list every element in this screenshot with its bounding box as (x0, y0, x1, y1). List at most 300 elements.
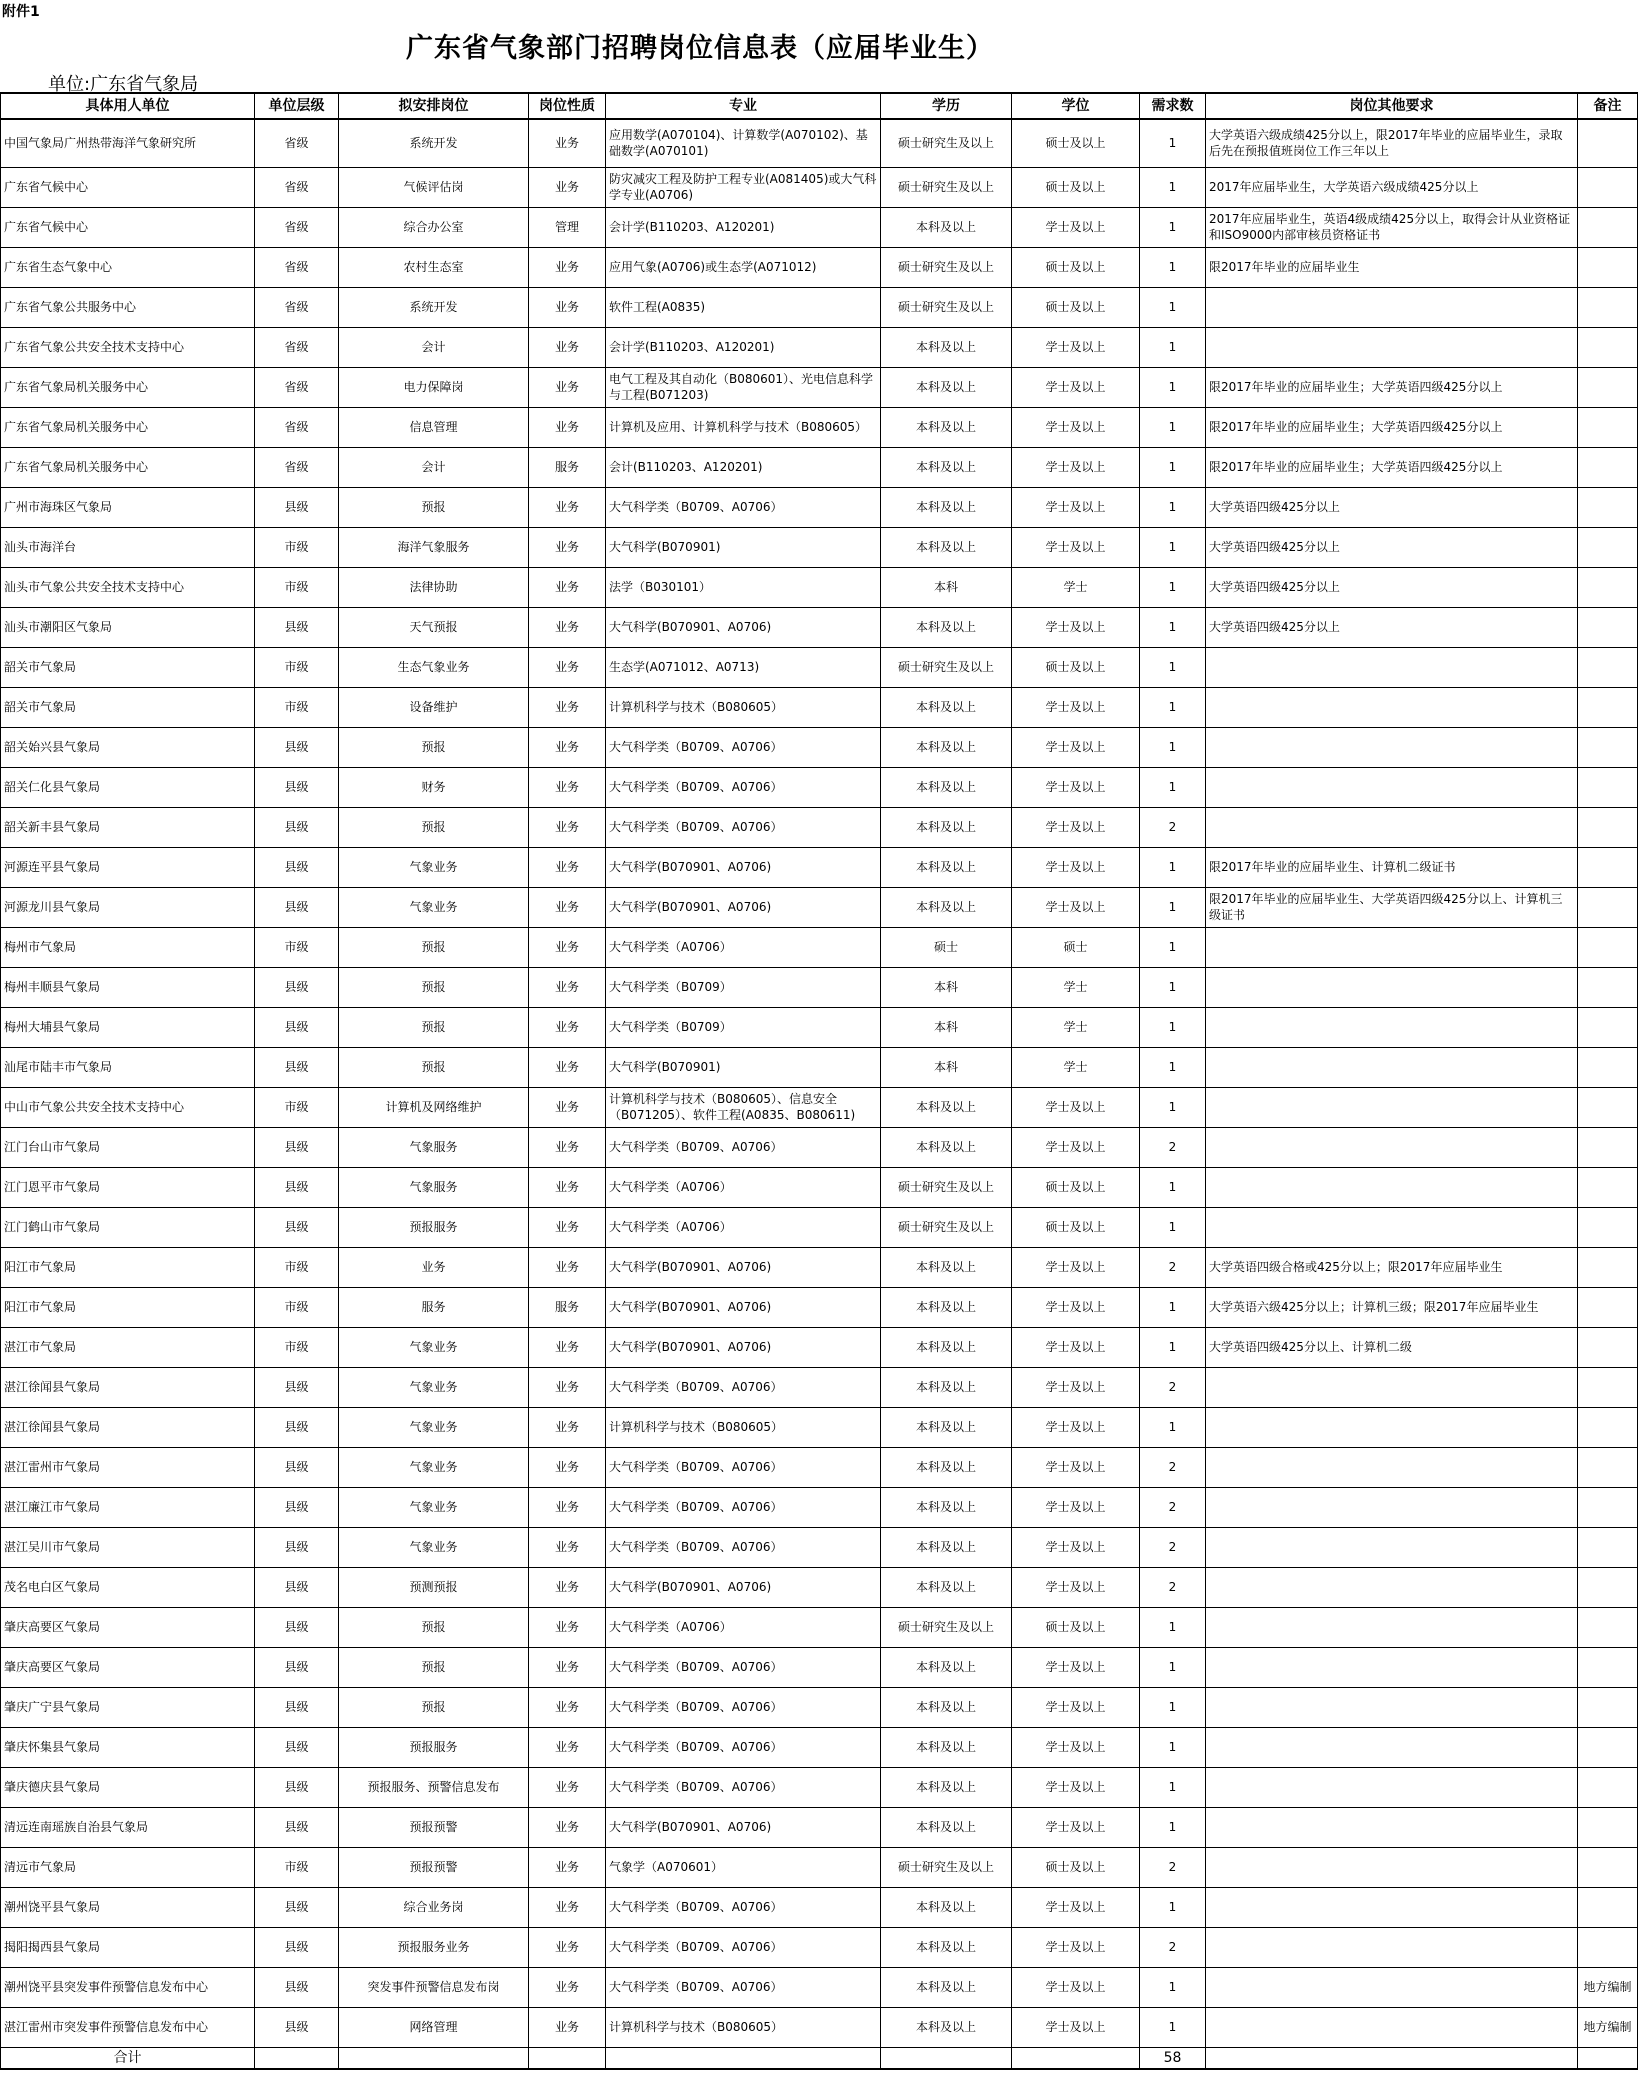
education-cell: 本科及以上 (881, 407, 1012, 447)
degree-cell: 学士及以上 (1012, 847, 1140, 887)
major-cell: 大气科学类（A0706） (606, 1207, 881, 1247)
position-cell: 服务 (339, 1287, 529, 1327)
nature-cell: 业务 (529, 407, 606, 447)
major-cell: 大气科学(B070901、A0706) (606, 1807, 881, 1847)
employer-cell: 韶关新丰县气象局 (1, 807, 255, 847)
major-cell: 大气科学(B070901、A0706) (606, 1247, 881, 1287)
remark-cell (1578, 1327, 1638, 1367)
table-row (1, 119, 1638, 167)
position-cell: 设备维护 (339, 687, 529, 727)
level-cell: 县级 (255, 1127, 339, 1167)
level-cell: 县级 (255, 1487, 339, 1527)
major-cell: 大气科学(B070901、A0706) (606, 1567, 881, 1607)
nature-cell: 业务 (529, 967, 606, 1007)
major-cell: 大气科学类（B0709、A0706） (606, 1927, 881, 1967)
degree-cell: 学士及以上 (1012, 407, 1140, 447)
position-cell: 气象业务 (339, 1367, 529, 1407)
degree-cell: 学士及以上 (1012, 1927, 1140, 1967)
major-cell: 大气科学类（B0709、A0706） (606, 1647, 881, 1687)
nature-cell: 业务 (529, 1527, 606, 1567)
level-cell: 市级 (255, 1847, 339, 1887)
major-cell: 大气科学类（B0709、A0706） (606, 1447, 881, 1487)
requirements-cell (1206, 1087, 1578, 1127)
major-cell: 大气科学类（B0709、A0706） (606, 487, 881, 527)
col-header: 学位 (1012, 93, 1140, 119)
degree-cell: 学士 (1012, 967, 1140, 1007)
level-cell: 县级 (255, 1367, 339, 1407)
major-cell: 大气科学类（B0709、A0706） (606, 767, 881, 807)
major-cell: 大气科学类（B0709、A0706） (606, 1687, 881, 1727)
education-cell: 本科及以上 (881, 1327, 1012, 1367)
quota-cell: 1 (1140, 119, 1206, 167)
remark-cell (1578, 807, 1638, 847)
quota-cell: 2 (1140, 1927, 1206, 1967)
recruitment-table (0, 92, 1638, 2070)
degree-cell: 学士 (1012, 567, 1140, 607)
table-row (1, 1247, 1638, 1287)
table-row (1, 1087, 1638, 1127)
requirements-cell: 限2017年毕业的应届毕业生；大学英语四级425分以上 (1206, 407, 1578, 447)
position-cell: 农村生态室 (339, 247, 529, 287)
remark-cell (1578, 207, 1638, 247)
requirements-cell (1206, 1527, 1578, 1567)
table-row (1, 407, 1638, 447)
requirements-cell (1206, 1847, 1578, 1887)
table-row (1, 167, 1638, 207)
nature-cell: 业务 (529, 1167, 606, 1207)
employer-cell: 潮州饶平县气象局 (1, 1887, 255, 1927)
quota-cell: 1 (1140, 607, 1206, 647)
requirements-cell: 限2017年毕业的应届毕业生；大学英语四级425分以上 (1206, 447, 1578, 487)
education-cell: 本科及以上 (881, 527, 1012, 567)
level-cell: 县级 (255, 1607, 339, 1647)
employer-cell: 韶关始兴县气象局 (1, 727, 255, 767)
major-cell: 大气科学类（B0709、A0706） (606, 1487, 881, 1527)
table-row (1, 1127, 1638, 1167)
requirements-cell (1206, 1567, 1578, 1607)
table-row (1, 1167, 1638, 1207)
table-row (1, 1367, 1638, 1407)
degree-cell: 学士及以上 (1012, 1447, 1140, 1487)
quota-cell: 1 (1140, 1807, 1206, 1847)
col-header: 需求数 (1140, 93, 1206, 119)
remark-cell (1578, 567, 1638, 607)
level-cell: 市级 (255, 567, 339, 607)
requirements-cell (1206, 1447, 1578, 1487)
requirements-cell (1206, 967, 1578, 1007)
major-cell: 应用气象(A0706)或生态学(A071012) (606, 247, 881, 287)
employer-cell: 梅州大埔县气象局 (1, 1007, 255, 1047)
remark-cell (1578, 767, 1638, 807)
nature-cell: 业务 (529, 727, 606, 767)
quota-cell: 1 (1140, 847, 1206, 887)
quota-cell: 1 (1140, 727, 1206, 767)
employer-cell: 清远连南瑶族自治县气象局 (1, 1807, 255, 1847)
quota-cell: 1 (1140, 1967, 1206, 2007)
major-cell: 会计学(B110203、A120201) (606, 327, 881, 367)
degree-cell: 硕士及以上 (1012, 1167, 1140, 1207)
nature-cell: 业务 (529, 247, 606, 287)
quota-cell: 1 (1140, 687, 1206, 727)
education-cell: 硕士 (881, 927, 1012, 967)
education-cell: 本科及以上 (881, 367, 1012, 407)
level-cell: 县级 (255, 767, 339, 807)
remark-cell (1578, 1007, 1638, 1047)
education-cell: 本科及以上 (881, 687, 1012, 727)
level-cell: 县级 (255, 847, 339, 887)
degree-cell: 学士及以上 (1012, 1767, 1140, 1807)
employer-cell: 广东省气候中心 (1, 207, 255, 247)
empty-cell (255, 2047, 339, 2069)
quota-cell: 2 (1140, 1527, 1206, 1567)
employer-cell: 阳江市气象局 (1, 1247, 255, 1287)
employer-cell: 湛江徐闻县气象局 (1, 1407, 255, 1447)
education-cell: 本科及以上 (881, 1127, 1012, 1167)
nature-cell: 业务 (529, 1807, 606, 1847)
nature-cell: 业务 (529, 887, 606, 927)
quota-cell: 2 (1140, 1367, 1206, 1407)
quota-cell: 1 (1140, 2007, 1206, 2047)
nature-cell: 业务 (529, 927, 606, 967)
position-cell: 电力保障岗 (339, 367, 529, 407)
quota-cell: 1 (1140, 1007, 1206, 1047)
nature-cell: 业务 (529, 767, 606, 807)
remark-cell (1578, 447, 1638, 487)
remark-cell (1578, 407, 1638, 447)
requirements-cell (1206, 1607, 1578, 1647)
major-cell: 大气科学类（B0709） (606, 1007, 881, 1047)
remark-cell (1578, 1727, 1638, 1767)
table-row (1, 1567, 1638, 1607)
table-row (1, 887, 1638, 927)
employer-cell: 韶关仁化县气象局 (1, 767, 255, 807)
education-cell: 本科及以上 (881, 767, 1012, 807)
nature-cell: 业务 (529, 1887, 606, 1927)
remark-cell (1578, 287, 1638, 327)
employer-cell: 广东省气象局机关服务中心 (1, 367, 255, 407)
table-row (1, 1527, 1638, 1567)
empty-cell (339, 2047, 529, 2069)
position-cell: 气象业务 (339, 887, 529, 927)
requirements-cell (1206, 2007, 1578, 2047)
major-cell: 大气科学(B070901) (606, 527, 881, 567)
education-cell: 硕士研究生及以上 (881, 247, 1012, 287)
employer-cell: 梅州市气象局 (1, 927, 255, 967)
position-cell: 气象业务 (339, 1487, 529, 1527)
education-cell: 本科及以上 (881, 327, 1012, 367)
level-cell: 省级 (255, 327, 339, 367)
major-cell: 大气科学类（B0709、A0706） (606, 1967, 881, 2007)
degree-cell: 学士及以上 (1012, 1367, 1140, 1407)
employer-cell: 肇庆广宁县气象局 (1, 1687, 255, 1727)
table-row (1, 1487, 1638, 1527)
nature-cell: 业务 (529, 1487, 606, 1527)
requirements-cell (1206, 1047, 1578, 1087)
quota-cell: 1 (1140, 447, 1206, 487)
degree-cell: 硕士及以上 (1012, 647, 1140, 687)
position-cell: 会计 (339, 327, 529, 367)
requirements-cell (1206, 1007, 1578, 1047)
quota-cell: 2 (1140, 1487, 1206, 1527)
col-header: 学历 (881, 93, 1012, 119)
requirements-cell: 大学英语四级425分以上、计算机二级 (1206, 1327, 1578, 1367)
position-cell: 气象业务 (339, 847, 529, 887)
table-row (1, 527, 1638, 567)
position-cell: 预报 (339, 927, 529, 967)
empty-cell (1012, 2047, 1140, 2069)
degree-cell: 学士及以上 (1012, 1727, 1140, 1767)
level-cell: 县级 (255, 2007, 339, 2047)
position-cell: 综合业务岗 (339, 1887, 529, 1927)
position-cell: 气象业务 (339, 1447, 529, 1487)
nature-cell: 业务 (529, 1727, 606, 1767)
quota-cell: 1 (1140, 1087, 1206, 1127)
requirements-cell (1206, 1967, 1578, 2007)
degree-cell: 学士及以上 (1012, 767, 1140, 807)
level-cell: 市级 (255, 687, 339, 727)
level-cell: 县级 (255, 1647, 339, 1687)
remark-cell (1578, 167, 1638, 207)
remark-cell (1578, 1207, 1638, 1247)
level-cell: 市级 (255, 1327, 339, 1367)
position-cell: 预报服务、预警信息发布 (339, 1767, 529, 1807)
quota-cell: 1 (1140, 287, 1206, 327)
table-row (1, 447, 1638, 487)
quota-cell: 1 (1140, 567, 1206, 607)
employer-cell: 揭阳揭西县气象局 (1, 1927, 255, 1967)
requirements-cell (1206, 1407, 1578, 1447)
total-label: 合计 (1, 2047, 255, 2069)
remark-cell (1578, 1487, 1638, 1527)
employer-cell: 肇庆德庆县气象局 (1, 1767, 255, 1807)
major-cell: 大气科学类（B0709、A0706） (606, 1727, 881, 1767)
level-cell: 县级 (255, 1447, 339, 1487)
degree-cell: 学士及以上 (1012, 887, 1140, 927)
nature-cell: 业务 (529, 1647, 606, 1687)
position-cell: 综合办公室 (339, 207, 529, 247)
table-row (1, 567, 1638, 607)
level-cell: 县级 (255, 487, 339, 527)
level-cell: 县级 (255, 1527, 339, 1567)
major-cell: 防灾减灾工程及防护工程专业(A081405)或大气科学专业(A0706) (606, 167, 881, 207)
degree-cell: 学士及以上 (1012, 607, 1140, 647)
major-cell: 大气科学(B070901、A0706) (606, 887, 881, 927)
employer-cell: 湛江雷州市突发事件预警信息发布中心 (1, 2007, 255, 2047)
remark-cell (1578, 1087, 1638, 1127)
remark-cell (1578, 1447, 1638, 1487)
major-cell: 大气科学类（B0709、A0706） (606, 1127, 881, 1167)
major-cell: 大气科学类（A0706） (606, 1167, 881, 1207)
total-value: 58 (1140, 2047, 1206, 2069)
position-cell: 法律协助 (339, 567, 529, 607)
education-cell: 本科 (881, 1047, 1012, 1087)
quota-cell: 1 (1140, 767, 1206, 807)
employer-cell: 肇庆怀集县气象局 (1, 1727, 255, 1767)
nature-cell: 业务 (529, 1127, 606, 1167)
education-cell: 本科及以上 (881, 1527, 1012, 1567)
position-cell: 气象服务 (339, 1167, 529, 1207)
empty-cell (529, 2047, 606, 2069)
education-cell: 本科及以上 (881, 887, 1012, 927)
employer-cell: 汕尾市陆丰市气象局 (1, 1047, 255, 1087)
requirements-cell: 限2017年毕业的应届毕业生 (1206, 247, 1578, 287)
position-cell: 气候评估岗 (339, 167, 529, 207)
position-cell: 预测预报 (339, 1567, 529, 1607)
level-cell: 县级 (255, 1767, 339, 1807)
degree-cell: 硕士及以上 (1012, 287, 1140, 327)
remark-cell (1578, 727, 1638, 767)
quota-cell: 1 (1140, 1207, 1206, 1247)
col-header: 具体用人单位 (1, 93, 255, 119)
nature-cell: 业务 (529, 1407, 606, 1447)
major-cell: 大气科学(B070901、A0706) (606, 847, 881, 887)
quota-cell: 1 (1140, 367, 1206, 407)
education-cell: 本科及以上 (881, 1887, 1012, 1927)
nature-cell: 业务 (529, 167, 606, 207)
level-cell: 市级 (255, 647, 339, 687)
table-row (1, 687, 1638, 727)
employer-cell: 阳江市气象局 (1, 1287, 255, 1327)
education-cell: 本科及以上 (881, 487, 1012, 527)
remark-cell (1578, 367, 1638, 407)
degree-cell: 学士及以上 (1012, 1687, 1140, 1727)
education-cell: 本科及以上 (881, 727, 1012, 767)
employer-cell: 肇庆高要区气象局 (1, 1647, 255, 1687)
table-row (1, 1207, 1638, 1247)
position-cell: 预报预警 (339, 1807, 529, 1847)
position-cell: 财务 (339, 767, 529, 807)
employer-cell: 湛江吴川市气象局 (1, 1527, 255, 1567)
remark-cell (1578, 847, 1638, 887)
nature-cell: 业务 (529, 1567, 606, 1607)
requirements-cell (1206, 687, 1578, 727)
nature-cell: 业务 (529, 527, 606, 567)
position-cell: 预报 (339, 1647, 529, 1687)
requirements-cell: 大学英语六级成绩425分以上，限2017年毕业的应届毕业生，录取后先在预报值班岗位工作三年以上 (1206, 119, 1578, 167)
position-cell: 海洋气象服务 (339, 527, 529, 567)
level-cell: 县级 (255, 1967, 339, 2007)
degree-cell: 学士及以上 (1012, 1807, 1140, 1847)
level-cell: 县级 (255, 1007, 339, 1047)
table-row (1, 967, 1638, 1007)
education-cell: 本科及以上 (881, 1727, 1012, 1767)
employer-cell: 湛江市气象局 (1, 1327, 255, 1367)
quota-cell: 1 (1140, 647, 1206, 687)
requirements-cell (1206, 1207, 1578, 1247)
requirements-cell (1206, 767, 1578, 807)
education-cell: 本科及以上 (881, 1567, 1012, 1607)
major-cell: 计算机科学与技术（B080605） (606, 687, 881, 727)
education-cell: 本科 (881, 567, 1012, 607)
position-cell: 计算机及网络维护 (339, 1087, 529, 1127)
col-header: 岗位其他要求 (1206, 93, 1578, 119)
position-cell: 气象业务 (339, 1407, 529, 1447)
degree-cell: 硕士及以上 (1012, 247, 1140, 287)
table-row (1, 807, 1638, 847)
table-row (1, 1687, 1638, 1727)
remark-cell (1578, 1047, 1638, 1087)
employer-cell: 潮州饶平县突发事件预警信息发布中心 (1, 1967, 255, 2007)
degree-cell: 硕士 (1012, 927, 1140, 967)
degree-cell: 学士及以上 (1012, 1887, 1140, 1927)
level-cell: 县级 (255, 1567, 339, 1607)
requirements-cell (1206, 1127, 1578, 1167)
major-cell: 大气科学(B070901、A0706) (606, 1327, 881, 1367)
quota-cell: 1 (1140, 1287, 1206, 1327)
nature-cell: 业务 (529, 1367, 606, 1407)
major-cell: 大气科学类（B0709、A0706） (606, 1767, 881, 1807)
major-cell: 应用数学(A070104)、计算数学(A070102)、基础数学(A070101) (606, 119, 881, 167)
requirements-cell: 大学英语四级425分以上 (1206, 487, 1578, 527)
education-cell: 本科及以上 (881, 1647, 1012, 1687)
position-cell: 预报 (339, 1687, 529, 1727)
empty-cell (1206, 2047, 1578, 2069)
degree-cell: 硕士及以上 (1012, 119, 1140, 167)
position-cell: 预报 (339, 1607, 529, 1647)
position-cell: 生态气象业务 (339, 647, 529, 687)
position-cell: 突发事件预警信息发布岗 (339, 1967, 529, 2007)
quota-cell: 1 (1140, 1607, 1206, 1647)
major-cell: 计算机及应用、计算机科学与技术（B080605） (606, 407, 881, 447)
education-cell: 本科及以上 (881, 1287, 1012, 1327)
requirements-cell (1206, 1647, 1578, 1687)
remark-cell (1578, 247, 1638, 287)
table-row (1, 647, 1638, 687)
major-cell: 气象学（A070601） (606, 1847, 881, 1887)
requirements-cell (1206, 727, 1578, 767)
remark-cell (1578, 1247, 1638, 1287)
table-row (1, 1007, 1638, 1047)
employer-cell: 湛江雷州市气象局 (1, 1447, 255, 1487)
education-cell: 本科及以上 (881, 1927, 1012, 1967)
major-cell: 电气工程及其自动化（B080601）、光电信息科学与工程(B071203) (606, 367, 881, 407)
employer-cell: 江门鹤山市气象局 (1, 1207, 255, 1247)
degree-cell: 学士及以上 (1012, 487, 1140, 527)
remark-cell: 地方编制 (1578, 2007, 1638, 2047)
requirements-cell (1206, 1367, 1578, 1407)
employer-cell: 广东省气象公共安全技术支持中心 (1, 327, 255, 367)
requirements-cell: 2017年应届毕业生，大学英语六级成绩425分以上 (1206, 167, 1578, 207)
nature-cell: 业务 (529, 647, 606, 687)
degree-cell: 硕士及以上 (1012, 167, 1140, 207)
quota-cell: 1 (1140, 167, 1206, 207)
nature-cell: 业务 (529, 287, 606, 327)
position-cell: 气象业务 (339, 1327, 529, 1367)
position-cell: 预报 (339, 1047, 529, 1087)
remark-cell (1578, 927, 1638, 967)
requirements-cell: 限2017年毕业的应届毕业生；大学英语四级425分以上 (1206, 367, 1578, 407)
requirements-cell (1206, 1727, 1578, 1767)
degree-cell: 学士及以上 (1012, 1487, 1140, 1527)
quota-cell: 1 (1140, 1687, 1206, 1727)
requirements-cell: 限2017年毕业的应届毕业生、大学英语四级425分以上、计算机三级证书 (1206, 887, 1578, 927)
requirements-cell: 大学英语四级合格或425分以上；限2017年应届毕业生 (1206, 1247, 1578, 1287)
degree-cell: 学士及以上 (1012, 1967, 1140, 2007)
education-cell: 本科及以上 (881, 1407, 1012, 1447)
level-cell: 县级 (255, 1047, 339, 1087)
nature-cell: 业务 (529, 607, 606, 647)
level-cell: 省级 (255, 167, 339, 207)
position-cell: 预报 (339, 807, 529, 847)
level-cell: 县级 (255, 887, 339, 927)
table-row (1, 207, 1638, 247)
remark-cell (1578, 1367, 1638, 1407)
degree-cell: 学士及以上 (1012, 1327, 1140, 1367)
employer-cell: 广东省气候中心 (1, 167, 255, 207)
table-row (1, 927, 1638, 967)
level-cell: 县级 (255, 1887, 339, 1927)
education-cell: 硕士研究生及以上 (881, 1607, 1012, 1647)
